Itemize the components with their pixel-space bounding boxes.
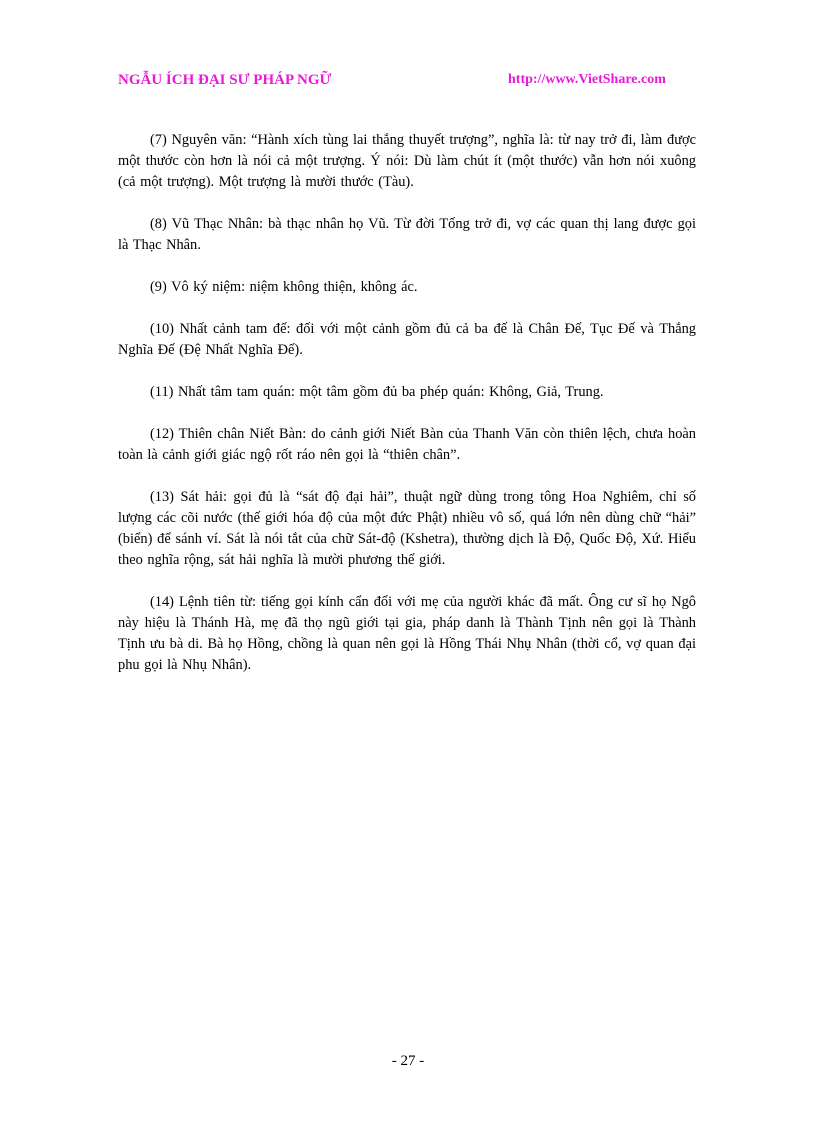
footnotes-section	[118, 130, 696, 697]
page-header	[118, 72, 698, 94]
footnote-9: (9) Vô ký niệm: niệm không thiện, không ác.	[150, 279, 418, 295]
footnote-8: (8) Vũ Thạc Nhân: bà thạc nhân họ Vũ. Từ đời Tống trở đi, vợ các quan thị lang được gọi là Thạc Nhân.	[118, 216, 696, 253]
footnote-10: (10) Nhất cảnh tam đế: đối với một cảnh gồm đủ cả ba đế là Chân Đế, Tục Đế và Thắng Nghĩa Đế (Đệ Nhất Nghĩa Đế).	[118, 321, 696, 358]
book-title: NGẪU ÍCH ĐẠI SƯ PHÁP NGỮ	[118, 72, 332, 88]
footnote-11: (11) Nhất tâm tam quán: một tâm gồm đủ ba phép quán: Không, Giả, Trung.	[150, 384, 604, 400]
website-url: http://www.VietShare.com	[508, 72, 666, 87]
footnote-13: (13) Sát hải: gọi đủ là “sát độ đại hải”, thuật ngữ dùng trong tông Hoa Nghiêm, chỉ số lượng các cõi nước (thế giới hóa độ của một đức Phật) nhiều vô số, quá lớn nên dùng chữ “hải” (biển) để sánh ví. Sát là nói tắt của chữ Sát-độ (Kshetra), thường dịch là Độ, Quốc Độ, Xứ. Hiểu theo nghĩa rộng, sát hải nghĩa là mười phương thế giới.	[118, 489, 696, 568]
page-number: - 27 -	[391, 1053, 425, 1069]
footnote-14: (14) Lệnh tiên từ: tiếng gọi kính cẩn đối với mẹ của người khác đã mất. Ông cư sĩ họ Ngô này hiệu là Thánh Hà, mẹ đã thọ ngũ giới tại gia, pháp danh là Thành Tịnh nên gọi là Thành Tịnh ưu bà di. Bà họ Hồng, chồng là quan nên gọi là Hồng Thái Nhụ Nhân (thời cổ, vợ quan đại phu gọi là Nhụ Nhân).	[118, 594, 696, 673]
footnote-7: (7) Nguyên văn: “Hành xích tùng lai thắng thuyết trượng”, nghĩa là: từ nay trở đi, làm được một thước còn hơn là nói cả một trượng. Ý nói: Dù làm chút ít (một thước) vẫn hơn nói xuông (cả một trượng). Một trượng là mười thước (Tàu).	[118, 132, 696, 190]
footnote-12: (12) Thiên chân Niết Bàn: do cảnh giới Niết Bàn của Thanh Văn còn thiên lệch, chưa hoàn toàn là cảnh giới giác ngộ rốt ráo nên gọi là “thiên chân”.	[118, 426, 696, 463]
